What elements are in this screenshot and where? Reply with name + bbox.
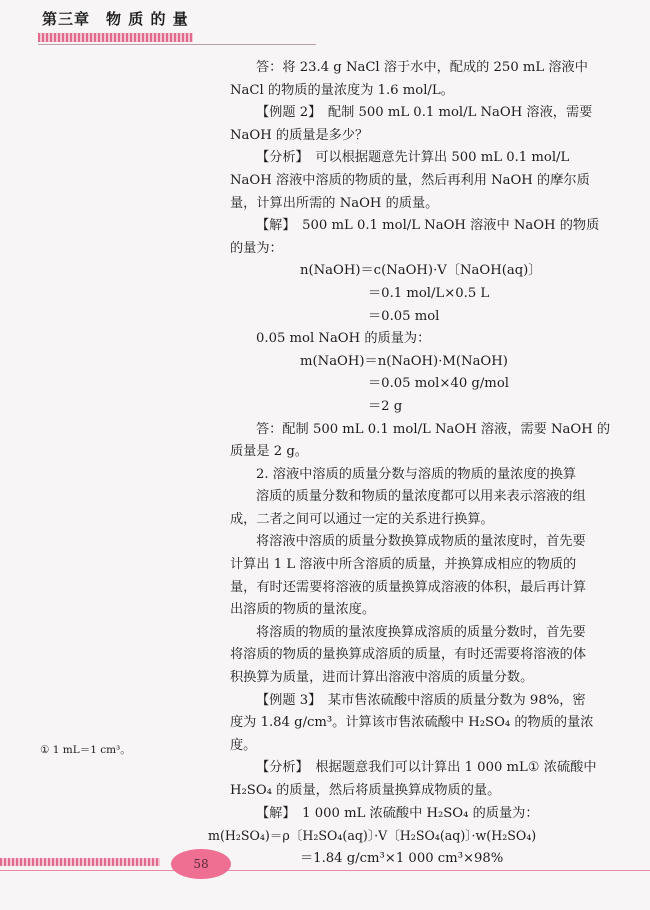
paragraph-line: 出溶质的物质的量浓度。 xyxy=(230,602,376,618)
answer-1-line: NaCl 的物质的量浓度为 1.6 mol/L。 xyxy=(230,82,454,98)
footer-rule xyxy=(0,870,650,871)
paragraph-line: 将溶质的物质的量浓度换算成溶质的质量分数时，首先要 xyxy=(256,624,586,640)
equation-line: n(NaOH)＝c(NaOH)·V〔NaOH(aq)〕 xyxy=(300,263,542,279)
page-number: 58 xyxy=(171,849,231,879)
paragraph-line: 积换算为质量，进而计算出溶液中溶质的质量分数。 xyxy=(230,670,534,686)
solution-3-line: 【解】 1 000 mL 浓硫酸中 H₂SO₄ 的质量为： xyxy=(256,805,539,821)
answer-2-line: 质量是 2 g。 xyxy=(230,444,308,460)
example-3-line: 度为 1.84 g/cm³。计算该市售浓硫酸中 H₂SO₄ 的物质的量浓 xyxy=(230,715,594,731)
equation-line: ＝1.84 g/cm³×1 000 cm³×98% xyxy=(300,850,504,866)
footnote: ① 1 mL＝1 cm³。 xyxy=(40,744,131,756)
example-2-line: 【例题 2】 配制 500 mL 0.1 mol/L NaOH 溶液，需要 xyxy=(256,105,593,121)
mass-intro: 0.05 mol NaOH 的质量为： xyxy=(256,331,431,347)
equation-line: ＝0.05 mol xyxy=(368,308,440,324)
paragraph-line: 将溶液中溶质的质量分数换算成物质的量浓度时，首先要 xyxy=(256,534,586,550)
header-rule xyxy=(38,44,316,45)
example-2-line: NaOH 的质量是多少？ xyxy=(230,127,369,143)
equation-line: ＝2 g xyxy=(368,398,403,414)
equation-line: ＝0.1 mol/L×0.5 L xyxy=(368,285,490,301)
answer-2-line: 答：配制 500 mL 0.1 mol/L NaOH 溶液，需要 NaOH 的 xyxy=(256,421,611,437)
chapter-title: 第三章 物 质 的 量 xyxy=(42,10,189,28)
analysis-2-line: NaOH 溶液中溶质的物质的量，然后再利用 NaOH 的摩尔质 xyxy=(230,172,590,188)
section-heading: 2. 溶液中溶质的质量分数与溶质的物质的量浓度的换算 xyxy=(256,466,577,482)
paragraph-line: 量，有时还需要将溶液的质量换算成溶液的体积，最后再计算 xyxy=(230,579,587,595)
paragraph-line: 将溶质的物质的量换算成溶质的质量，有时还需要将溶液的体 xyxy=(230,647,587,663)
main-text xyxy=(208,57,625,870)
footer-decorative-bar xyxy=(0,858,160,866)
equation-line: m(NaOH)＝n(NaOH)·M(NaOH) xyxy=(300,353,508,369)
analysis-3-line: 【分析】 根据题意我们可以计算出 1 000 mL① 浓硫酸中 xyxy=(256,760,597,776)
paragraph-line: 计算出 1 L 溶液中所含溶质的质量，并换算成相应的物质的 xyxy=(230,557,577,573)
solution-2-line: 【解】 500 mL 0.1 mol/L NaOH 溶液中 NaOH 的物质 xyxy=(256,218,600,234)
analysis-2-line: 量，计算出所需的 NaOH 的质量。 xyxy=(230,195,439,211)
equation-line: ＝0.05 mol×40 g/mol xyxy=(368,376,509,392)
header-decorative-bar xyxy=(38,33,193,42)
paragraph-line: 成，二者之间可以通过一定的关系进行换算。 xyxy=(230,511,494,527)
example-3-line: 度。 xyxy=(230,737,257,753)
example-3-line: 【例题 3】 某市售浓硫酸中溶质的质量分数为 98%，密 xyxy=(256,692,586,708)
solution-2-line: 的量为： xyxy=(230,240,283,256)
analysis-2-line: 【分析】 可以根据题意先计算出 500 mL 0.1 mol/L xyxy=(256,150,570,166)
answer-1-line: 答：将 23.4 g NaCl 溶于水中，配成的 250 mL 溶液中 xyxy=(256,60,588,75)
equation-line: m(H₂SO₄)＝ρ〔H₂SO₄(aq)〕·V〔H₂SO₄(aq)〕·w(H₂SO₄) xyxy=(208,828,537,844)
paragraph-line: 溶质的质量分数和物质的量浓度都可以用来表示溶液的组 xyxy=(256,489,586,505)
analysis-3-line: H₂SO₄ 的质量，然后将质量换算成物质的量。 xyxy=(230,783,501,798)
